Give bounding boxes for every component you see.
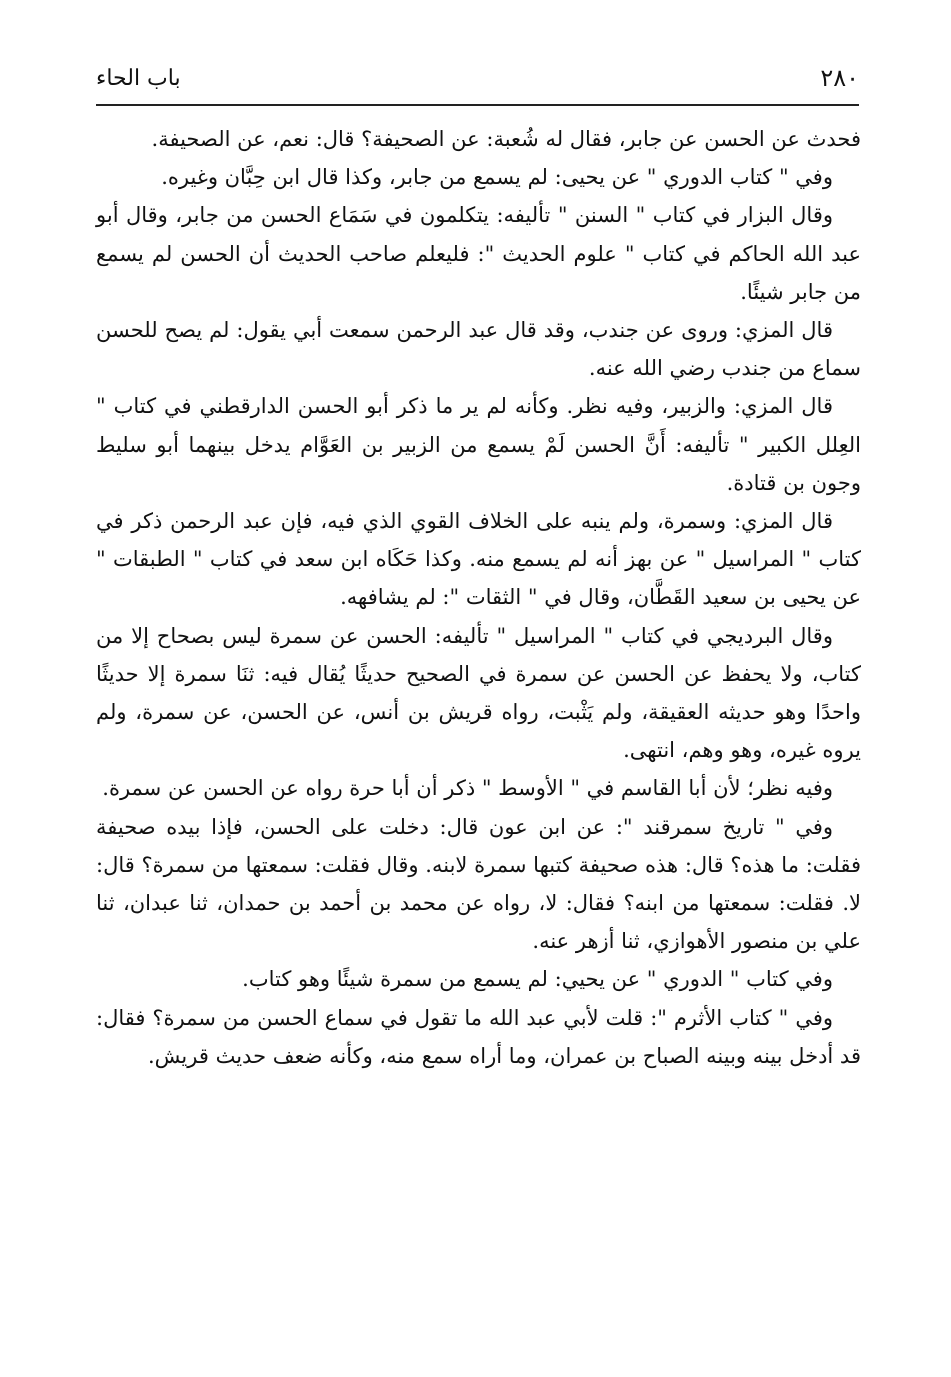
paragraph: وفيه نظر؛ لأن أبا القاسم في " الأوسط " ذكر أن أبا حرة رواه عن الحسن عن سمرة. [102, 776, 833, 801]
paragraph: قال المزي: وروى عن جندب، وقد قال عبد الرحمن سمعت أبي يقول: لم يصح للحسن سماع من جندب رضي الله عنه. [96, 318, 861, 381]
page-body [96, 120, 861, 1075]
paragraph: وفي " كتاب الأثرم ": قلت لأبي عبد الله ما تقول في سماع الحسن من سمرة؟ فقال: قد أدخل بينه وبينه الصباح بن عمران، وما أراه سمع منه، وكأنه ضعف حديث قريش. [96, 1005, 861, 1068]
paragraph: وفي " كتاب الدوري " عن يحيى: لم يسمع من جابر، وكذا قال ابن حِبَّان وغيره. [161, 165, 833, 190]
header-divider [96, 104, 859, 106]
chapter-title: باب الحاء [96, 66, 181, 91]
paragraph: قال المزي: وسمرة، ولم ينبه على الخلاف القوي الذي فيه، فإن عبد الرحمن ذكر في كتاب " المراسيل " عن بهز أنه لم يسمع منه. وكذا حَكَاه ابن سعد في كتاب " الطبقات " عن يحيى بن سعيد القَطَّان، وقال في " الثقات ": لم يشافهه. [96, 509, 861, 610]
paragraph: وفي " تاريخ سمرقند ": عن ابن عون قال: دخلت على الحسن، فإذا بيده صحيفة فقلت: ما هذه؟ قال: هذه صحيفة كتبها سمرة لابنه. وقال فقلت: سمعتها من سمرة؟ قال: لا. فقلت: سمعتها من ابنه؟ فقال: لا، رواه عن محمد بن أحمد بن حمدان، ثنا عبدان، ثنا علي بن منصور الأهوازي، ثنا أزهر عنه. [96, 814, 861, 954]
paragraph: وقال البرديجي في كتاب " المراسيل " تأليفه: الحسن عن سمرة ليس بصحاح إلا من كتاب، ولا يحفظ عن الحسن عن سمرة في الصحيح حديثًا يُقال فيه: ثنَا سمرة إلا حديثًا واحدًا وهو حديثه العقيقة، ولم يَثْبت، رواه قريش بن أنس، عن الحسن، عن سمرة، ولم يروه غيره، وهو وهم، انتهى. [96, 623, 861, 763]
page-header [96, 62, 859, 102]
paragraph: وفي كتاب " الدوري " عن يحيي: لم يسمع من سمرة شيئًا وهو كتاب. [242, 967, 833, 992]
page-number: ٢٨٠ [820, 64, 859, 92]
paragraph: قال المزي: والزبير، وفيه نظر. وكأنه لم ير ما ذكر أبو الحسن الدارقطني في كتاب " العِلل الكبير " تأليفه: أَنَّ الحسن لَمْ يسمع من الزبير بن العَوَّام يدخل بينهما أبو سليط وجون بن قتادة. [96, 394, 861, 495]
paragraph: وقال البزار في كتاب " السنن " تأليفه: يتكلمون في سَمَاع الحسن من جابر، وقال أبو عبد الله الحاكم في كتاب " علوم الحديث ": فليعلم صاحب الحديث أن الحسن لم يسمع من جابر شيئًا. [96, 203, 861, 304]
paragraph: فحدث عن الحسن عن جابر، فقال له شُعبة: عن الصحيفة؟ قال: نعم، عن الصحيفة. [151, 127, 861, 151]
